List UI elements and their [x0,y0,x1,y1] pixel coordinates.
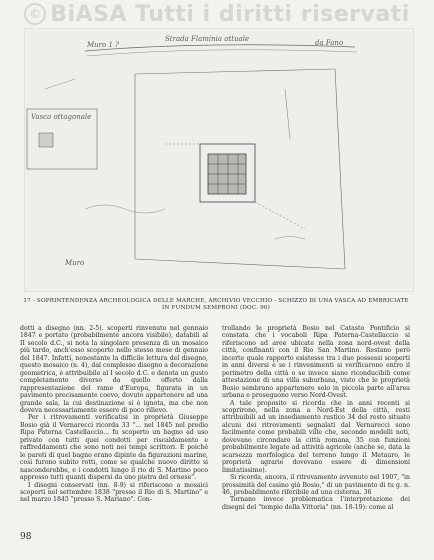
right-column [222,325,410,511]
sketch-label-top-left: Muro 1 ? [87,41,119,49]
sketch-figure [24,28,414,292]
paragraph: I disegni conservati (nn. 8-9) si riferiscono a mosaici scoperti nel settembre 1838 "presso il Rio di S. Martino" e nel marzo 1845 "presso S. Mariano". Con- [20,481,208,504]
sketch-label-top-center: Strada Flaminia attuale [165,35,250,43]
paragraph: trollando le proprietà Bosio nel Catasto Pontificio si constata che i vocaboli Ripa Paterna-Castellaccio si riferiscono ad aree ubicate nella zona nord-ovest della città, confinanti con il Rio San Martino. Restano però incerte quale rapporto esistesse tra i due possessi scoperti in anni diversi e se i rinvenimenti si verificarono entro il perimetro della città o se invece siano riconducibili come attestazione di una villa suburbana, visto che le proprietà Bosio sembrano appartenere solo in piccola parte all'area urbana e proseguono verso Nord-Ovest. [222,325,410,400]
sketch-label-top-right: da Fano [315,39,344,47]
figure-caption: 17 - SOPRINTENDENZA ARCHEOLOGICA DELLE MARCHE, ARCHIVIO VECCHIO - SCHIZZO DI UNA VASCA AD EMBRICIATE IN FUNDUM SEMPRONI (DOC. 90) [23,298,409,311]
paragraph: A tale proposito si ricorda che in anni recenti si scoprirono, nella zona a Nord-Est della città, resti attribuibili ad un insediamento rustico 34 del resto situato alcuni dei ritrovamenti segnalati dal Vernarecci sono facilmente come probabili ville che, secondo modelli noti, dovevano circondare la città romana, 35 con funzioni probabilmente legate ad attività agricole (anche se, data la scarsezza morfologica del terreno lungo il Metauro, le proprietà agrarie dovevano essere di dimensioni limitatissime). [222,399,410,474]
paragraph: Tornano invece problematica l'interpretazione dei disegni del "tempio della Vittoria" (nn. 18-19): come al [222,496,410,511]
left-column [20,325,208,504]
sketch-label-left-box: Vasca ottagonale [31,113,92,121]
copyright-icon: © [24,3,46,25]
paragraph: Per i ritrovamenti verificatisi in proprietà Giuseppe Bosio già il Vernarecci ricorda 33 "... nel 1845 nel predio Ripa Paterna Castellaccio... fu scoperto un bagno ad uso privato con tutti quei condotti per riscaldamento e raffreddamenti che sono noti nei tempi scrittori. E poiché le pareti di quel bagno erano dipinte da figurazioni marine, così furono subito rotti, come se qualche nuovo diritto si nasconderebbe, e i condotti lungo il rio di S. Martino poco appresso tutti quanti dispersi da uno pietra del ornese". [20,414,208,482]
watermark-text: BiASA Tutti i diritti riservati [50,2,410,27]
page-number: 98 [20,532,32,542]
paragraph: dotti a disegno (nn. 2-5). scoperti rinvenuto nel gennaio 1847 e portato (probabilmente ancora visibile), databili al II secolo d.C., si nota la singolare presenza di un mosaico più tardo, anch'esso scoperto nello stesso mese di gennaio del 1847. Infatti, nonostante la difficile lettura del disegno, questo mosaico (n. 4), dal complesso disegno a decorazione geometrica, è attribuibile al I secolo d.C. e denota un gusto completamente diverso da quello offerto dalla rappresentazione del rame d'Europa, figurata in un pavimento precisamente coevo, dovuto appartenere ad una grande sala, la cui destinazione si è ignota, ma che non doveva necessariamente essere di poco rilievo. [20,325,208,414]
sketch-label-bottom-left: Muro [65,259,85,267]
sketch-drawing [25,29,413,291]
paragraph: Si ricorda, ancora, il ritrovamento avvenuto nel 1907, "in prossimità del casino già Bosio," di un pavimento di tu g. n. 46, probabilmente riferibile ad una cisterna. 36 [222,474,410,496]
watermark [0,2,434,27]
basin-hatch [208,154,246,194]
